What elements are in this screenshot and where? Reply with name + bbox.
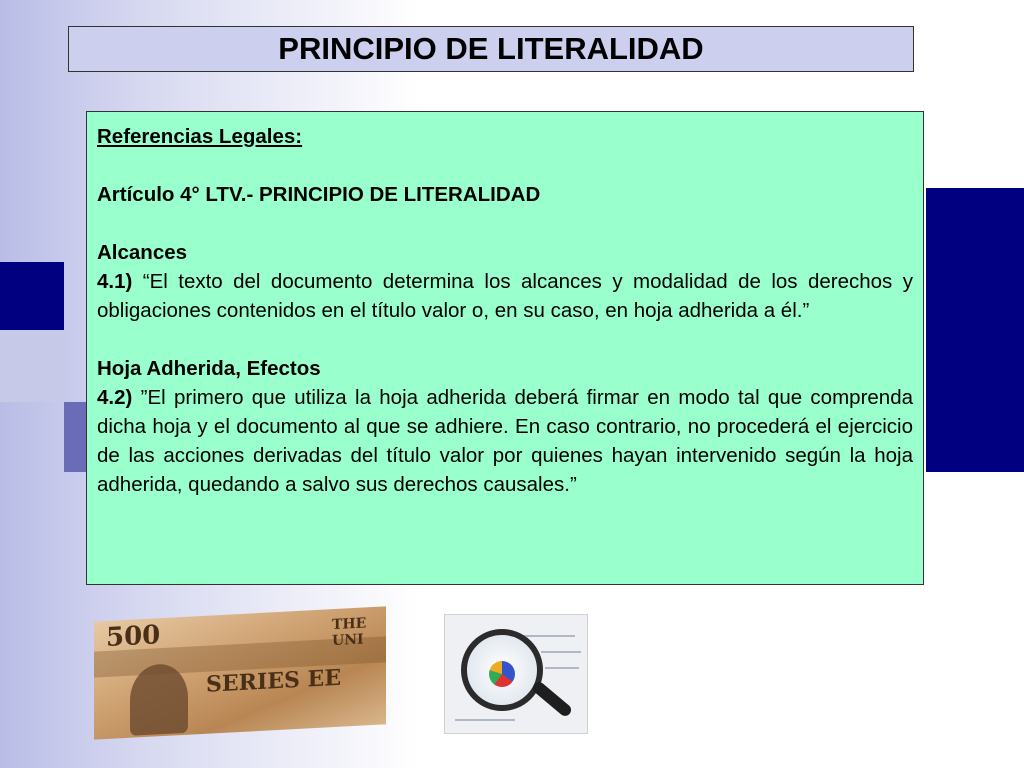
document-line [545,667,579,669]
bond-corner-text: THE UNI [332,615,367,650]
references-heading: Referencias Legales: [97,125,303,148]
scope-heading: Alcances [97,241,188,264]
bond-portrait [130,663,188,736]
slide-title: PRINCIPIO DE LITERALIDAD [68,26,914,72]
article-4-2-text: ”El primero que utiliza la hoja adherida deberá firmar en modo tal que comprenda dicha hoja y el documento al que se adhiere. En caso contrario, no procederá el ejercicio de las acciones derivadas del título valor por quienes hayan intervenido según la hoja adherida, quedando a salvo sus derechos causales.” [97,386,913,496]
decor-block-navy-right [926,188,1024,472]
magnifier-handle-icon [531,680,574,719]
bond-series: SERIES EE [206,664,342,698]
attached-sheet-heading: Hoja Adherida, Efectos [97,357,321,380]
article-4-1-text: “El texto del documento determina los alcances y modalidad de los derechos y obligaciones contenidos en el título valor o, en su caso, en hoja adherida a él.” [97,270,913,322]
article-4-2-number: 4.2) [97,386,133,409]
pie-chart-icon [489,661,515,687]
decor-block-mid-left [64,402,88,472]
decor-block-light-left [0,330,64,402]
article-4-2-paragraph [97,383,913,499]
article-4-1-number: 4.1) [97,270,133,293]
savings-bond-image [94,606,386,739]
magnifier-lens-icon [461,629,543,711]
bond-denomination: 500 [106,620,161,654]
document-line [541,651,581,653]
legal-references-box [86,111,924,585]
magnifying-glass-chart-image [444,614,588,734]
article-4-1-paragraph [97,267,913,325]
document-line [455,719,515,721]
decor-block-navy-left [0,262,64,330]
article-heading: Artículo 4° LTV.- PRINCIPIO DE LITERALIDAD [97,183,541,206]
